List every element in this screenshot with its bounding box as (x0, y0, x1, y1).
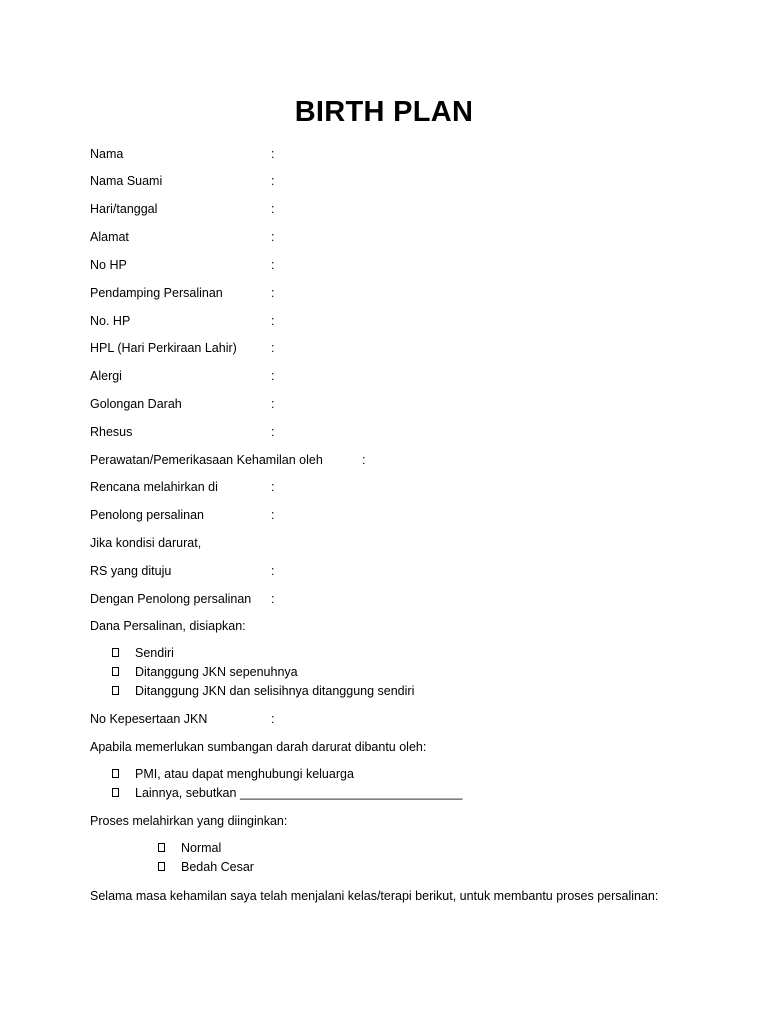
field-colon: : (362, 453, 366, 467)
field-colon: : (271, 369, 275, 383)
checkbox-icon[interactable] (112, 788, 119, 797)
field-colon: : (271, 397, 275, 411)
checkbox-icon[interactable] (112, 686, 119, 695)
field-colon: : (271, 712, 275, 726)
field-nama-suami (90, 173, 275, 189)
checkbox-icon[interactable] (112, 648, 119, 657)
kelas-text: Selama masa kehamilan saya telah menjalani kelas/terapi berikut, untuk membantu proses persalinan: (90, 889, 659, 903)
field-golongan-darah (90, 396, 275, 412)
field-colon: : (271, 230, 275, 244)
darah-heading: Apabila memerlukan sumbangan darah darurat dibantu oleh: (90, 740, 427, 754)
field-colon: : (271, 314, 275, 328)
field-label: No HP (90, 258, 127, 272)
checkbox-icon[interactable] (112, 667, 119, 676)
field-label: RS yang dituju (90, 564, 172, 578)
field-colon: : (271, 147, 275, 161)
field-label: Alamat (90, 230, 129, 244)
proses-option: Normal (181, 841, 222, 855)
field-jkn (90, 711, 275, 727)
checkbox-icon[interactable] (158, 843, 165, 852)
field-no-hp-pendamping (90, 313, 275, 329)
page-title: BIRTH PLAN (294, 96, 474, 128)
field-label: Rencana melahirkan di (90, 480, 218, 494)
field-colon: : (271, 425, 275, 439)
field-dengan-penolong (90, 591, 275, 607)
dana-option: Ditanggung JKN sepenuhnya (135, 665, 298, 679)
field-hari-tanggal (90, 201, 275, 217)
field-no-hp (90, 257, 275, 273)
field-rencana (90, 479, 275, 495)
field-label: Perawatan/Pemerikasaan Kehamilan oleh (90, 453, 323, 467)
field-nama (90, 146, 275, 162)
field-pendamping (90, 285, 275, 301)
field-label: Hari/tanggal (90, 202, 158, 216)
field-colon: : (271, 202, 275, 216)
field-label: Nama (90, 147, 124, 161)
field-rhesus (90, 424, 275, 440)
dana-option: Ditanggung JKN dan selisihnya ditanggung sendiri (135, 684, 415, 698)
dana-heading: Dana Persalinan, disiapkan: (90, 619, 246, 633)
field-colon: : (271, 341, 275, 355)
field-colon: : (271, 592, 275, 606)
checkbox-icon[interactable] (112, 769, 119, 778)
field-label: Jika kondisi darurat, (90, 536, 202, 550)
field-label: Penolong persalinan (90, 508, 204, 522)
field-label: Pendamping Persalinan (90, 286, 223, 300)
darah-option: PMI, atau dapat menghubungi keluarga (135, 767, 354, 781)
field-label: No Kepesertaan JKN (90, 712, 208, 726)
field-label: Nama Suami (90, 174, 163, 188)
field-penolong (90, 507, 275, 523)
field-alamat (90, 229, 275, 245)
field-alergi (90, 368, 275, 384)
field-colon: : (271, 564, 275, 578)
field-label: HPL (Hari Perkiraan Lahir) (90, 341, 237, 355)
darah-option: Lainnya, sebutkan ________________________________ (135, 786, 463, 800)
field-kondisi-darurat (90, 535, 201, 551)
dana-option: Sendiri (135, 646, 174, 660)
field-colon: : (271, 286, 275, 300)
proses-option: Bedah Cesar (181, 860, 254, 874)
field-colon: : (271, 508, 275, 522)
checkbox-icon[interactable] (158, 862, 165, 871)
field-label: Alergi (90, 369, 122, 383)
field-perawatan (90, 452, 366, 468)
field-label: Dengan Penolong persalinan (90, 592, 252, 606)
field-colon: : (271, 174, 275, 188)
field-label: Golongan Darah (90, 397, 182, 411)
field-label: No. HP (90, 314, 131, 328)
field-label: Rhesus (90, 425, 133, 439)
field-colon: : (271, 258, 275, 272)
field-rs-dituju (90, 563, 275, 579)
field-colon: : (271, 480, 275, 494)
proses-heading: Proses melahirkan yang diinginkan: (90, 814, 288, 828)
field-hpl (90, 340, 275, 356)
